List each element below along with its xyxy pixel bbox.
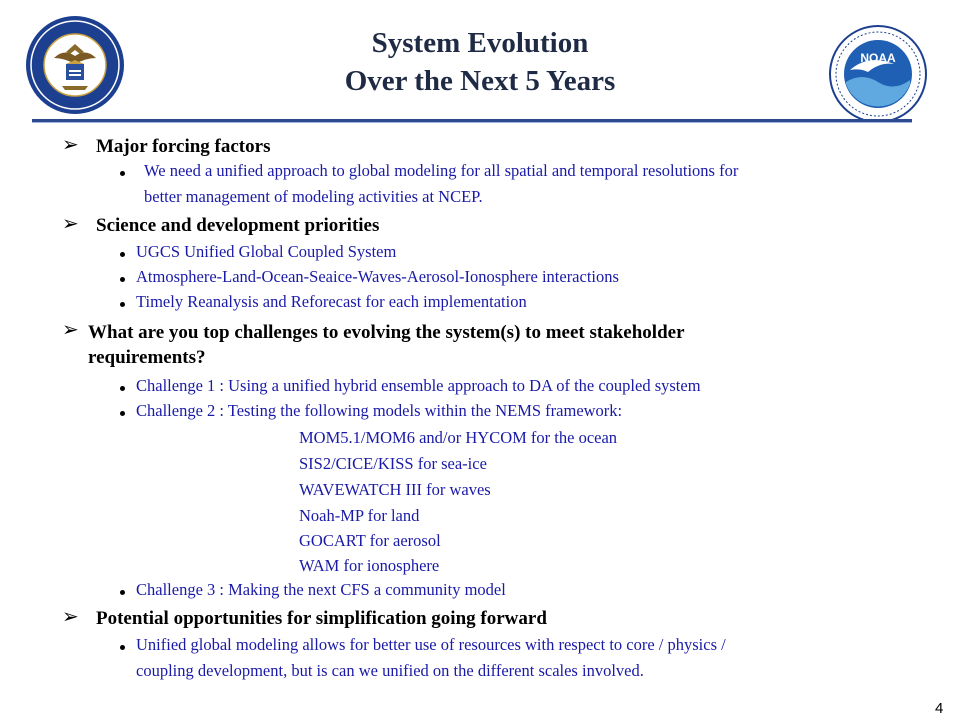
bullet-dot-icon xyxy=(120,171,125,176)
bullet-dot-icon xyxy=(120,302,125,307)
model-sea-ice: SIS2/CICE/KISS for sea-ice xyxy=(299,454,487,473)
heading-science-priorities: Science and development priorities xyxy=(96,215,380,236)
model-ionosphere: WAM for ionosphere xyxy=(299,556,440,575)
challenge-2: Challenge 2 : Testing the following models within the NEMS framework: xyxy=(136,401,623,420)
priority-ugcs: UGCS Unified Global Coupled System xyxy=(136,242,397,261)
forcing-factors-line-2: better management of modeling activities at NCEP. xyxy=(144,187,483,206)
bullet-dot-icon xyxy=(120,386,125,391)
simplification-line-2: coupling development, but is can we unified on the different scales involved. xyxy=(136,661,644,680)
priority-interactions: Atmosphere-Land-Ocean-Seaice-Waves-Aerosol-Ionosphere interactions xyxy=(136,267,619,286)
heading-simplification: Potential opportunities for simplification going forward xyxy=(96,608,547,629)
heading-top-challenges-line-1: What are you top challenges to evolving the system(s) to meet stakeholder xyxy=(88,322,685,343)
arrow-bullet-icon: ➢ xyxy=(62,211,79,235)
noaa-logo-text: NOAA xyxy=(860,51,896,65)
bullet-dot-icon xyxy=(120,590,125,595)
bullet-dot-icon xyxy=(120,411,125,416)
bullet-dot-icon xyxy=(120,645,125,650)
arrow-bullet-icon: ➢ xyxy=(62,604,79,628)
model-land: Noah-MP for land xyxy=(299,506,420,525)
arrow-bullet-icon: ➢ xyxy=(62,132,79,156)
model-waves: WAVEWATCH III for waves xyxy=(299,480,491,499)
heading-top-challenges-line-2: requirements? xyxy=(88,347,206,368)
title-line-1: System Evolution xyxy=(371,27,589,59)
challenge-1: Challenge 1 : Using a unified hybrid ensemble approach to DA of the coupled system xyxy=(136,376,701,395)
heading-major-forcing-factors: Major forcing factors xyxy=(96,136,271,157)
bullet-dot-icon xyxy=(120,252,125,257)
arrow-bullet-icon: ➢ xyxy=(62,317,79,341)
bullet-dot-icon xyxy=(120,277,125,282)
simplification-line-1: Unified global modeling allows for better use of resources with respect to core / physics / xyxy=(136,635,726,654)
forcing-factors-line-1: We need a unified approach to global modeling for all spatial and temporal resolutions for xyxy=(144,161,739,180)
model-ocean: MOM5.1/MOM6 and/or HYCOM for the ocean xyxy=(299,428,618,447)
page-number: 4 xyxy=(935,700,944,717)
title-line-2: Over the Next 5 Years xyxy=(344,65,616,97)
priority-reanalysis: Timely Reanalysis and Reforecast for each implementation xyxy=(136,292,527,311)
model-aerosol: GOCART for aerosol xyxy=(299,531,441,550)
challenge-3: Challenge 3 : Making the next CFS a community model xyxy=(136,580,506,599)
